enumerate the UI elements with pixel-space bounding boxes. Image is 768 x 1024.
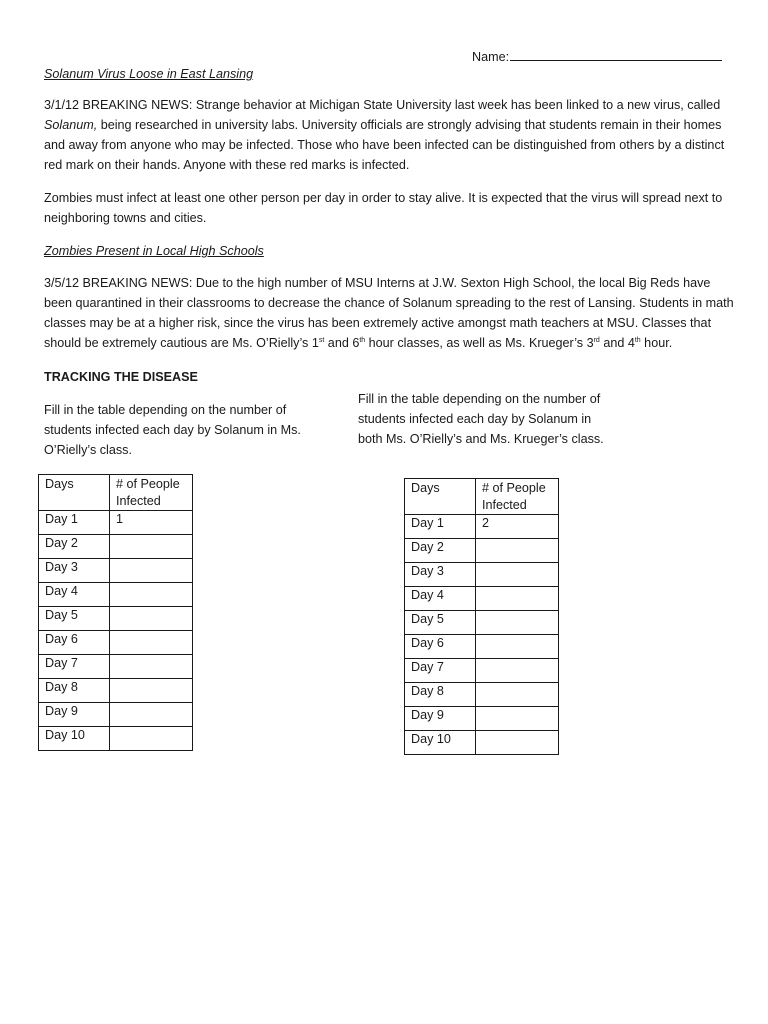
infected-count-cell[interactable] (110, 703, 193, 727)
table-row (405, 587, 559, 611)
infected-count-cell[interactable] (476, 539, 559, 563)
table-row (39, 511, 193, 535)
table-row (405, 731, 559, 755)
table-row (405, 563, 559, 587)
article2-headline: Zombies Present in Local High Schools (44, 244, 264, 258)
article2-p1-text-b: and 6 (324, 336, 360, 350)
table-header-row (39, 475, 193, 511)
article2-p1-text-a: 3/5/12 BREAKING NEWS: Due to the high number of MSU Interns at J.W. Sexton High School, the local Big Reds have been quarantined in their classrooms to decrease the chance of Solanum spreading to the rest of Lansing. Students in math classes may be at a higher risk, since the virus has been extremely active amongst math teachers at MSU. Classes that should be extremely cautious are Ms. O’Rielly’s 1 (44, 276, 734, 350)
table-row (405, 515, 559, 539)
table-row (39, 607, 193, 631)
table-row (39, 727, 193, 751)
infected-count-cell[interactable] (110, 583, 193, 607)
sup-th: th (359, 336, 366, 344)
infected-count-cell[interactable] (110, 655, 193, 679)
right-tracking-table (404, 478, 559, 755)
article2-p1-text-e: hour. (640, 336, 673, 350)
article1-headline: Solanum Virus Loose in East Lansing (44, 67, 254, 81)
table-row (39, 583, 193, 607)
table-row (39, 631, 193, 655)
table-row (39, 703, 193, 727)
table-row (39, 679, 193, 703)
infected-count-cell[interactable] (110, 607, 193, 631)
day-cell: Day 2 (405, 539, 476, 563)
article2-paragraph1 (44, 273, 734, 353)
col-header-days: Days (405, 479, 476, 515)
article2-p1-text-d: and 4 (599, 336, 635, 350)
day-cell: Day 9 (39, 703, 110, 727)
article2-p1-text-c: hour classes, as well as Ms. Krueger’s 3 (365, 336, 594, 350)
article1-paragraph2 (44, 188, 734, 228)
name-field[interactable] (472, 46, 732, 67)
day-cell: Day 4 (405, 587, 476, 611)
infected-count-cell[interactable] (476, 635, 559, 659)
infected-count-cell[interactable] (476, 563, 559, 587)
day-cell: Day 1 (39, 511, 110, 535)
infected-count-cell[interactable] (110, 631, 193, 655)
table-row (405, 683, 559, 707)
day-cell: Day 7 (39, 655, 110, 679)
sup-rd: rd (593, 336, 600, 344)
article1-p2-text: Zombies must infect at least one other person per day in order to stay alive. It is expected that the virus will spread next to neighboring towns and cities. (44, 191, 723, 225)
infected-count-cell[interactable] (476, 659, 559, 683)
day-cell: Day 7 (405, 659, 476, 683)
day-cell: Day 9 (405, 707, 476, 731)
col-header-days: Days (39, 475, 110, 511)
day-cell: Day 6 (405, 635, 476, 659)
table-row (39, 535, 193, 559)
infected-count-cell[interactable] (476, 683, 559, 707)
infected-count-cell[interactable] (110, 559, 193, 583)
table-row (405, 707, 559, 731)
infected-count-cell[interactable]: 2 (476, 515, 559, 539)
col-header-people-infected: # of People Infected (110, 475, 193, 511)
tracking-heading: TRACKING THE DISEASE (44, 370, 198, 384)
day-cell: Day 4 (39, 583, 110, 607)
table-row (405, 611, 559, 635)
day-cell: Day 3 (39, 559, 110, 583)
article1-paragraph1 (44, 95, 734, 175)
day-cell: Day 1 (405, 515, 476, 539)
article1-p1-text-a: 3/1/12 BREAKING NEWS: Strange behavior at Michigan State University last week has been linked to a new virus, called (44, 98, 721, 112)
infected-count-cell[interactable] (476, 707, 559, 731)
infected-count-cell[interactable]: 1 (110, 511, 193, 535)
table-row (405, 539, 559, 563)
infected-count-cell[interactable] (476, 611, 559, 635)
infected-count-cell[interactable] (110, 727, 193, 751)
table-row (39, 655, 193, 679)
table-row (405, 635, 559, 659)
left-tracking-table (38, 474, 193, 751)
article1-p1-text-b: being researched in university labs. University officials are strongly advising that students remain in their homes and away from anyone who may be infected. Those who have been infected can be distinguished from others by a distinct red mark on their hands. Anyone with these red marks is infected. (44, 118, 725, 172)
name-label: Name: (472, 50, 510, 64)
day-cell: Day 10 (39, 727, 110, 751)
day-cell: Day 10 (405, 731, 476, 755)
infected-count-cell[interactable] (476, 731, 559, 755)
infected-count-cell[interactable] (110, 535, 193, 559)
sup-th-2: th (634, 336, 641, 344)
day-cell: Day 8 (39, 679, 110, 703)
table-row (405, 659, 559, 683)
sup-st: st (318, 336, 325, 344)
day-cell: Day 5 (39, 607, 110, 631)
article1-p1-italic: Solanum, (44, 118, 98, 132)
day-cell: Day 2 (39, 535, 110, 559)
infected-count-cell[interactable] (476, 587, 559, 611)
day-cell: Day 3 (405, 563, 476, 587)
col-header-people-infected: # of People Infected (476, 479, 559, 515)
right-instructions: Fill in the table depending on the number of students infected each day by Solanum in both Ms. O’Rielly’s and Ms. Krueger’s class. (358, 392, 604, 446)
name-blank-line[interactable] (510, 46, 722, 61)
day-cell: Day 5 (405, 611, 476, 635)
infected-count-cell[interactable] (110, 679, 193, 703)
table-row (39, 559, 193, 583)
day-cell: Day 6 (39, 631, 110, 655)
table-header-row (405, 479, 559, 515)
left-instructions: Fill in the table depending on the number of students infected each day by Solanum in Ms. O’Rielly’s class. (44, 403, 301, 457)
day-cell: Day 8 (405, 683, 476, 707)
